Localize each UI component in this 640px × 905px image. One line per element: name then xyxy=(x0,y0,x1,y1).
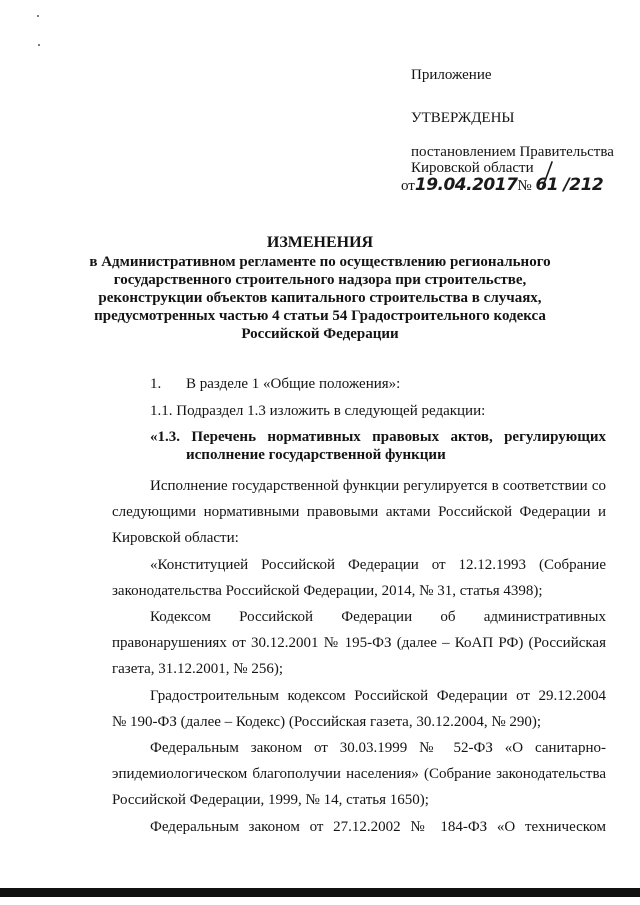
number-sign: № xyxy=(517,178,532,194)
para-5-line-1: Федеральным законом от 30.03.1999 № 52-ФЗ «О санитарно- xyxy=(150,740,606,756)
title-line-3: реконструкции объектов капитального строительства в случаях, xyxy=(98,290,542,306)
para-1-line-1: Исполнение государственной функции регулируется в соответствии со xyxy=(150,478,606,494)
section-1-3-heading-line-2: исполнение государственной функции xyxy=(186,447,446,463)
para-3-line-1: Кодексом Российской Федерации об административных xyxy=(150,609,606,625)
subitem-1-1: 1.1. Подраздел 1.3 изложить в следующей редакции: xyxy=(150,403,486,419)
approved-label: УТВЕРЖДЕНЫ xyxy=(411,110,515,126)
title-line-4: предусмотренных частью 4 статьи 54 Градостроительного кодекса xyxy=(94,308,546,324)
para-5-line-3: Российской Федерации, 1999, № 14, статья 1650); xyxy=(112,792,429,808)
handwritten-date: 19.04.2017 xyxy=(414,175,518,195)
date-number-line xyxy=(401,176,603,195)
para-5-line-2: эпидемиологическом благополучии населения» (Собрание законодательства xyxy=(112,766,606,782)
scan-speck xyxy=(37,15,39,17)
changes-heading: ИЗМЕНЕНИЯ xyxy=(266,234,374,251)
from-prefix: от xyxy=(401,178,415,194)
decree-line-2: Кировской области xyxy=(411,160,534,176)
title-line-2: государственного строительного надзора при строительстве, xyxy=(113,272,527,288)
appendix-label: Приложение xyxy=(411,67,492,83)
para-1-line-2: следующими нормативными правовыми актами Российской Федерации и xyxy=(112,504,606,520)
scan-speck xyxy=(38,44,40,46)
para-1-line-3: Кировской области: xyxy=(112,530,239,546)
item-1-text: В разделе 1 «Общие положения»: xyxy=(186,376,401,392)
para-4-line-1: Градостроительным кодексом Российской Федерации от 29.12.2004 xyxy=(150,688,606,704)
para-3-line-2: правонарушениях от 30.12.2001 № 195-ФЗ (далее – КоАП РФ) (Российская xyxy=(112,635,606,651)
para-4-line-2: № 190-ФЗ (далее – Кодекс) (Российская газета, 30.12.2004, № 290); xyxy=(112,714,542,730)
para-3-line-3: газета, 31.12.2001, № 256); xyxy=(112,661,284,677)
decree-line-1: постановлением Правительства xyxy=(411,144,614,160)
para-2-line-2: законодательства Российской Федерации, 2014, № 31, статья 4398); xyxy=(112,583,543,599)
section-1-3-heading-line-1: «1.3. Перечень нормативных правовых актов, регулирующих xyxy=(150,429,606,445)
handwritten-number: 61 /212 xyxy=(535,175,604,195)
title-line-5: Российской Федерации xyxy=(241,326,399,342)
title-line-1: в Административном регламенте по осуществлению регионального xyxy=(89,254,551,270)
item-1-number: 1. xyxy=(150,376,162,392)
para-6-line-1: Федеральным законом от 27.12.2002 № 184-ФЗ «О техническом xyxy=(150,819,606,835)
para-2-line-1: «Конституцией Российской Федерации от 12.12.1993 (Собрание xyxy=(150,557,606,573)
scan-edge-bar xyxy=(0,888,640,897)
